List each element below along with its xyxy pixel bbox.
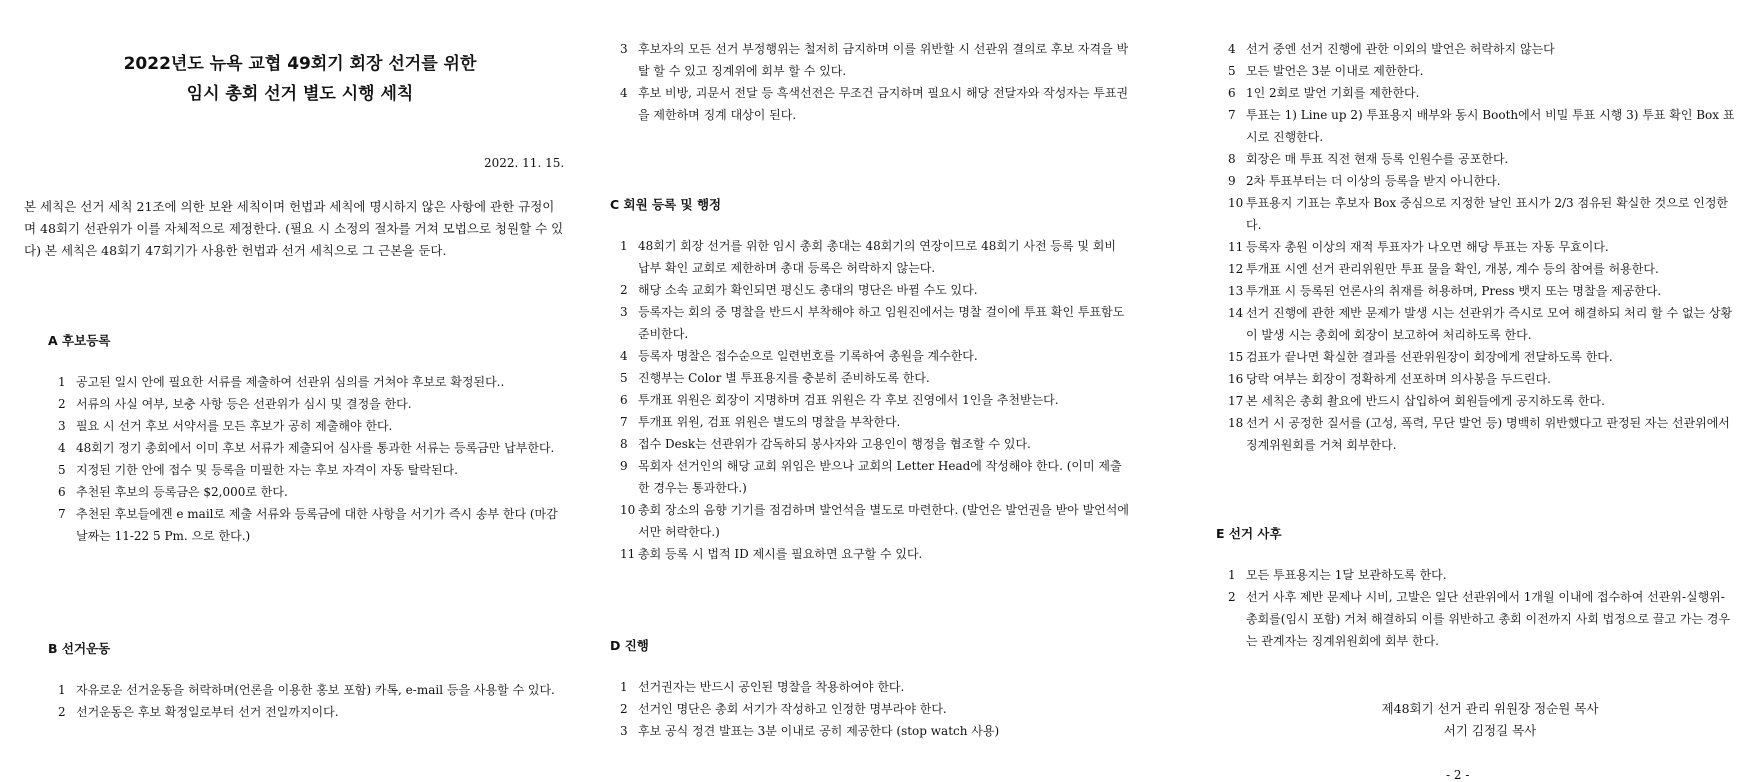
list-item: 4 등록자 명찰은 접수순으로 일련번호를 기록하여 총원을 계수한다.	[620, 349, 978, 363]
list-item: 11 총회 등록 시 법적 ID 제시를 필요하면 요구할 수 있다.	[620, 547, 923, 561]
list-item: 7 투표는 1) Line up 2) 투표용지 배부와 동시 Booth에서 비밀 투표 시행 3) 투표 확인 Box 표시로 진행한다.	[1228, 108, 1735, 144]
list-item: 8 회장은 매 투표 직전 현재 등록 인원수를 공포한다.	[1228, 152, 1509, 166]
title-line-1: 2022년도 뉴욕 교협 49회기 회장 선거를 위한	[123, 54, 477, 74]
list-item: 9 목회자 선거인의 해당 교회 위임은 받으나 교회의 Letter Head에 작성해야 한다. (이미 제출한 경우는 통과한다.)	[620, 459, 1122, 495]
section-a-list	[58, 371, 566, 547]
list-item: 10 투표용지 기표는 후보자 Box 중심으로 지정한 날인 표시가 2/3 점유된 확실한 것으로 인정한다.	[1228, 196, 1729, 232]
list-item: 16 당락 여부는 회장이 정확하게 선포하며 의사봉을 두드린다.	[1228, 372, 1551, 386]
list-item: 4 후보 비방, 괴문서 전달 등 흑색선전은 무조건 금지하며 필요시 해당 전달자와 작성자는 투표권을 제한하며 징계 대상이 된다.	[620, 86, 1129, 122]
list-item: 1 선거권자는 반드시 공인된 명찰을 착용하여야 한다.	[620, 680, 905, 694]
title-line-2: 임시 총회 선거 별도 시행 세칙	[186, 84, 414, 104]
section-c-heading: C 회원 등록 및 행정	[610, 197, 722, 212]
list-item: 1 모든 투표용지는 1달 보관하도록 한다.	[1228, 568, 1447, 582]
list-item: 6 투개표 위원은 회장이 지명하며 검표 위원은 각 후보 진영에서 1인을 추천받는다.	[620, 393, 1059, 407]
signature-chair: 제48회기 선거 관리 위원장 정순원 목사	[1381, 701, 1599, 716]
list-item: 7 추천된 후보들에겐 e mail로 제출 서류와 등록금에 대한 사항을 서기가 즉시 송부 한다 (마감 날짜는 11-22 5 Pm. 으로 한다.)	[58, 507, 558, 543]
document-title	[90, 50, 510, 108]
list-item: 7 투개표 위원, 검표 위원은 별도의 명찰을 부착한다.	[620, 415, 901, 429]
list-item: 3 후보자의 모든 선거 부정행위는 철저히 금지하며 이를 위반할 시 선관위 결의로 후보 자격을 박탈 할 수 있고 징계위에 회부 할 수 있다.	[620, 42, 1129, 78]
list-item: 1 공고된 일시 안에 필요한 서류를 제출하여 선관위 심의를 거쳐야 후보로 확정된다..	[58, 375, 505, 389]
page-number: - 2 -	[1446, 768, 1470, 782]
list-item: 3 등록자는 회의 중 명찰을 반드시 부착해야 하고 임원진에서는 명찰 걸이에 투표 확인 투표함도 준비한다.	[620, 305, 1125, 341]
list-item: 2 해당 소속 교회가 확인되면 평신도 총대의 명단은 바뀔 수도 있다.	[620, 283, 978, 297]
section-a-heading: A 후보등록	[48, 333, 111, 348]
list-item: 17 본 세칙은 총회 촬요에 반드시 삽입하여 회원들에게 공지하도록 한다.	[1228, 394, 1605, 408]
list-item: 6 1인 2회로 발언 기회를 제한한다.	[1228, 86, 1420, 100]
intro-paragraph: 본 세칙은 선거 세칙 21조에 의한 보완 세칙이며 헌법과 세칙에 명시하지 않은 사항에 관한 규정이며 48회기 선관위가 이를 자체적으로 제정한다. (필요 시 소정의 절차를 거쳐 모법으로 청원할 수 있다) 본 세칙은 48회기 47회기가 사용한 헌법과 선거 세칙으로 그 근본을 둔다.	[24, 199, 564, 258]
list-item: 11 등록자 총원 이상의 재적 투표자가 나오면 해당 투표는 자동 무효이다.	[1228, 240, 1609, 254]
list-item: 5 모든 발언은 3분 이내로 제한한다.	[1228, 64, 1424, 78]
section-c-list	[620, 235, 1130, 565]
list-item: 10 총회 장소의 음향 기기를 점검하며 발언석을 별도로 마련한다. (발언은 발언권을 받아 발언석에서만 허락한다.)	[620, 503, 1129, 539]
section-d-list-part1	[620, 676, 1130, 742]
section-e-heading: E 선거 사후	[1216, 526, 1282, 541]
list-item: 13 투개표 시 등록된 언론사의 취재를 허용하며, Press 뱃지 또는 명찰을 제공한다.	[1228, 284, 1662, 298]
section-e-list	[1228, 564, 1736, 652]
list-item: 1 48회기 회장 선거를 위한 임시 총회 총대는 48회기의 연장이므로 48회기 사전 등록 및 회비 납부 확인 교회로 제한하며 총대 등록은 허락하지 않는다.	[620, 239, 1116, 275]
list-item: 2 서류의 사실 여부, 보충 사항 등은 선관위가 심시 및 결정을 한다.	[58, 397, 412, 411]
list-item: 12 투개표 시엔 선거 관리위원만 투표 물을 확인, 개봉, 계수 등의 참여를 허용한다.	[1228, 262, 1659, 276]
document-date: 2022. 11. 15.	[484, 156, 565, 170]
list-item: 3 후보 공식 정견 발표는 3분 이내로 공히 제공한다 (stop watch 사용)	[620, 724, 1000, 738]
section-d-heading: D 진행	[610, 638, 649, 653]
section-d-list-part2	[1228, 38, 1736, 456]
list-item: 2 선거 사후 제반 문제나 시비, 고발은 일단 선관위에서 1개월 이내에 접수하여 선관위-실행위-총회를(임시 포함) 거쳐 해결하되 이를 위반하고 총회 이전까지 사회 법정으로 끌고 가는 경우는 관계자는 징계위원회에 회부 한다.	[1228, 590, 1731, 648]
list-item: 4 48회기 정기 총회에서 이미 후보 서류가 제출되어 심사를 통과한 서류는 등록금만 납부한다.	[58, 441, 555, 455]
list-item: 3 필요 시 선거 후보 서약서를 모든 후보가 공히 제출해야 한다.	[58, 419, 393, 433]
list-item: 14 선거 진행에 관한 제반 문제가 발생 시는 선관위가 즉시로 모여 해결하되 처리 할 수 없는 상황이 발생 시는 총회에 회장이 보고하여 처리하도록 한다.	[1228, 306, 1733, 342]
list-item: 5 진행부는 Color 별 투표용지를 충분히 준비하도록 한다.	[620, 371, 930, 385]
signature-secretary: 서기 김정길 목사	[1443, 723, 1537, 738]
list-item: 2 선거운동은 후보 확정일로부터 선거 전일까지이다.	[58, 705, 339, 719]
list-item: 5 지정된 기한 안에 접수 및 등록을 미필한 자는 후보 자격이 자동 탈락된다.	[58, 463, 458, 477]
signature-block	[1300, 698, 1680, 742]
list-item: 9 2차 투표부터는 더 이상의 등록을 받지 아니한다.	[1228, 174, 1501, 188]
list-item: 4 선거 중엔 선거 진행에 관한 이외의 발언은 허락하지 않는다	[1228, 42, 1555, 56]
list-item: 1 자유로운 선거운동을 허락하며(언론을 이용한 홍보 포함) 카톡, e-mail 등을 사용할 수 있다.	[58, 683, 555, 697]
list-item: 15 검표가 끝나면 확실한 결과를 선관위원장이 회장에게 전달하도록 한다.	[1228, 350, 1613, 364]
list-item: 6 추천된 후보의 등록금은 $2,000로 한다.	[58, 485, 288, 499]
section-b-list-part1	[58, 679, 566, 723]
list-item: 8 접수 Desk는 선관위가 감독하되 봉사자와 고용인이 행정을 협조할 수 있다.	[620, 437, 1031, 451]
section-b-heading: B 선거운동	[48, 641, 111, 656]
section-b-list-part2	[620, 38, 1130, 126]
list-item: 2 선거인 명단은 총회 서기가 작성하고 인정한 명부라야 한다.	[620, 702, 947, 716]
list-item: 18 선거 시 공정한 질서를 (고성, 폭력, 무단 발언 등) 명백히 위반했다고 판정된 자는 선관위에서 징계위원회를 거쳐 회부한다.	[1228, 416, 1730, 452]
